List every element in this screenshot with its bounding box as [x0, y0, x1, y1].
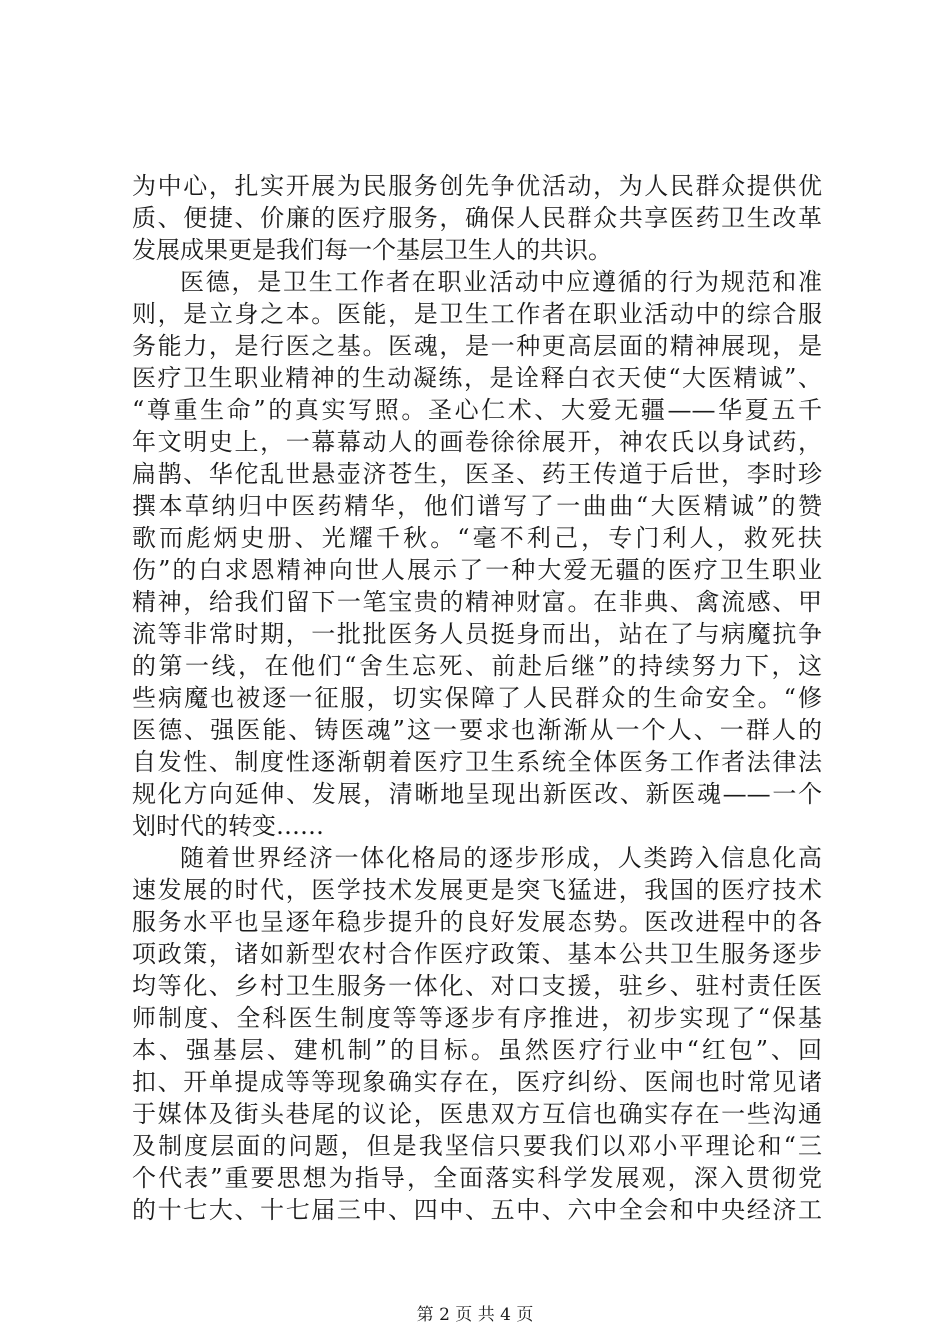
text-line: 发展成果更是我们每一个基层卫生人的共识。 [132, 236, 612, 264]
text-line: 质、便捷、价廉的医疗服务，确保人民群众共享医药卫生改革 [132, 204, 822, 232]
text-line: 规化方向延伸、发展，清晰地呈现出新医改、新医魂——一个 [132, 780, 822, 808]
text-line: 务能力，是行医之基。医魂，是一种更高层面的精神展现，是 [132, 332, 822, 360]
text-line: “尊重生命”的真实写照。圣心仁术、大爱无疆——华夏五千 [132, 396, 822, 424]
text-line: 自发性、制度性逐渐朝着医疗卫生系统全体医务工作者法律法 [132, 748, 822, 776]
text-line: 些病魔也被逐一征服，切实保障了人民群众的生命安全。“修 [132, 684, 822, 712]
text-line: 随着世界经济一体化格局的逐步形成，人类跨入信息化高 [180, 844, 822, 872]
text-line: 扣、开单提成等等现象确实存在，医疗纠纷、医闹也时常见诸 [132, 1068, 822, 1096]
text-line: 师制度、全科医生制度等等逐步有序推进，初步实现了“保基 [132, 1004, 822, 1032]
text-line: 流等非常时期，一批批医务人员挺身而出，站在了与病魔抗争 [132, 620, 822, 648]
text-line: 精神，给我们留下一笔宝贵的精神财富。在非典、禽流感、甲 [132, 588, 822, 616]
text-line: 的十七大、十七届三中、四中、五中、六中全会和中央经济工 [132, 1196, 822, 1224]
page-footer: 第 2 页 共 4 页 [416, 1305, 534, 1325]
text-line: 扁鹊、华佗乱世悬壶济苍生，医圣、药王传道于后世，李时珍 [132, 460, 822, 488]
text-line: 于媒体及街头巷尾的议论，医患双方互信也确实存在一些沟通 [132, 1100, 822, 1128]
text-line: 本、强基层、建机制”的目标。虽然医疗行业中“红包”、回 [132, 1036, 822, 1064]
text-line: 个代表”重要思想为指导，全面落实科学发展观，深入贯彻党 [132, 1164, 822, 1192]
text-line: 为中心，扎实开展为民服务创先争优活动，为人民群众提供优 [132, 172, 822, 200]
text-line: 划时代的转变…… [132, 812, 324, 840]
body-text [132, 170, 822, 1226]
text-line: 服务水平也呈逐年稳步提升的良好发展态势。医改进程中的各 [132, 908, 822, 936]
text-line: 的第一线，在他们“舍生忘死、前赴后继”的持续努力下，这 [132, 652, 822, 680]
text-line: 医疗卫生职业精神的生动凝练，是诠释白衣天使“大医精诚”、 [132, 364, 822, 392]
text-line: 医德，是卫生工作者在职业活动中应遵循的行为规范和准 [180, 268, 822, 296]
text-line: 年文明史上，一幕幕动人的画卷徐徐展开，神农氏以身试药， [132, 428, 822, 456]
text-line: 速发展的时代，医学技术发展更是突飞猛进，我国的医疗技术 [132, 876, 822, 904]
text-line: 则，是立身之本。医能，是卫生工作者在职业活动中的综合服 [132, 300, 822, 328]
text-line: 项政策，诸如新型农村合作医疗政策、基本公共卫生服务逐步 [132, 940, 822, 968]
text-line: 歌而彪炳史册、光耀千秋。“毫不利己，专门利人，救死扶 [132, 524, 822, 552]
text-line: 医德、强医能、铸医魂”这一要求也渐渐从一个人、一群人的 [132, 716, 822, 744]
text-line: 伤”的白求恩精神向世人展示了一种大爱无疆的医疗卫生职业 [132, 556, 822, 584]
text-line: 及制度层面的问题，但是我坚信只要我们以邓小平理论和“三 [132, 1132, 822, 1160]
text-line: 撰本草纳归中医药精华，他们谱写了一曲曲“大医精诚”的赞 [132, 492, 822, 520]
text-line: 均等化、乡村卫生服务一体化、对口支援，驻乡、驻村责任医 [132, 972, 822, 1000]
